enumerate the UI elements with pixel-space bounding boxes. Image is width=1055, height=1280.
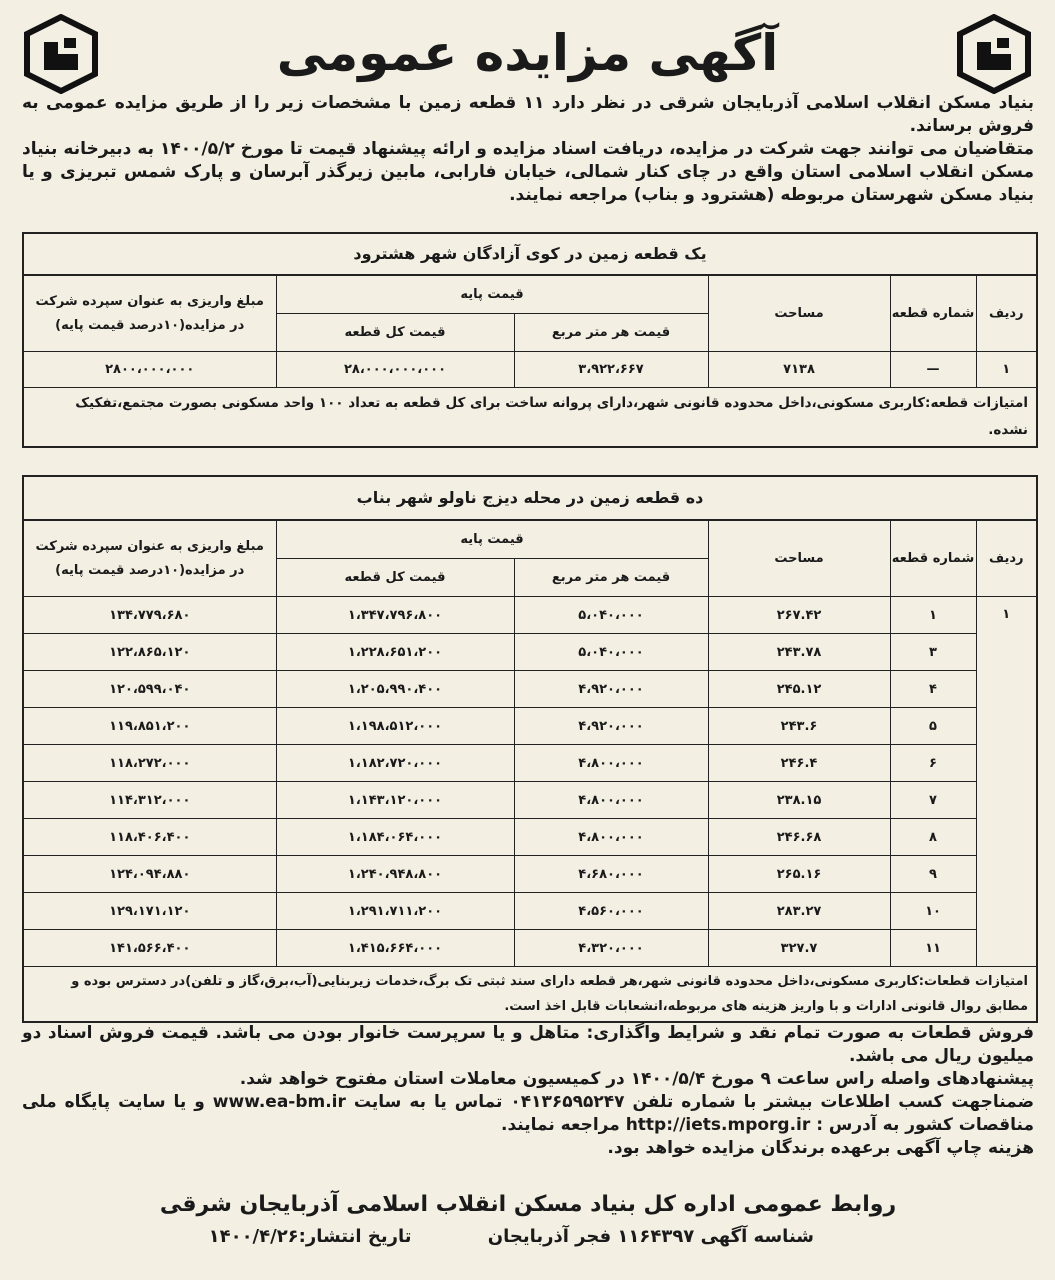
header-base-price: قیمت پایه: [276, 521, 708, 559]
cell-total-price: ۱،۲۰۵،۹۹۰،۴۰۰: [276, 671, 514, 708]
plot-features: امتیازات قطعه:کاربری مسکونی،داخل محدوده قانونی شهر،دارای پروانه ساخت برای کل قطعه به تعداد ۱۰۰ واحد مسکونی بصورت مجتمع،تفکیک نشده.: [75, 395, 1028, 438]
ad-header: [0, 0, 1055, 100]
header-row: ردیف: [976, 521, 1036, 597]
cell-total-price: ۲۸،۰۰۰،۰۰۰،۰۰۰: [276, 352, 514, 388]
table-title: یک قطعه زمین در کوی آزادگان شهر هشترود: [24, 234, 1036, 275]
cell-row: ۱: [976, 352, 1036, 388]
auction-table: [24, 520, 1036, 967]
cell-price-per-m2: ۴،۳۲۰،۰۰۰: [514, 930, 708, 967]
header-total-price: قیمت کل قطعه: [276, 314, 514, 352]
cell-area: ۲۴۶.۴: [708, 745, 890, 782]
intro-paragraph: متقاضیان می توانند جهت شرکت در مزایده، دریافت اسناد مزایده و ارائه پیشنهاد قیمت تا مورخ ۱۴۰۰/۵/۲ به دبیرخانه بنیاد مسکن انقلاب اسلامی استان واقع در چای کنار شمالی، خیابان فارابی، مابین زیرگذر آبرسان و پارک شمس تبریزی و یا بنیاد مسکن شهرستان مربوطه (هشترود و بناب) مراجعه نمایند.: [22, 139, 1034, 205]
cell-total-price: ۱،۱۹۸،۵۱۲،۰۰۰: [276, 708, 514, 745]
cell-total-price: ۱،۲۹۱،۷۱۱،۲۰۰: [276, 893, 514, 930]
cell-plot: ۸: [890, 819, 976, 856]
header-plot: شماره قطعه: [890, 276, 976, 352]
header-total-price: قیمت کل قطعه: [276, 559, 514, 597]
cell-plot: ۱۱: [890, 930, 976, 967]
cell-price-per-m2: ۵،۰۴۰،۰۰۰: [514, 634, 708, 671]
cell-area: ۷۱۳۸: [708, 352, 890, 388]
table-row: [24, 745, 1036, 782]
table-row: [24, 930, 1036, 967]
intro-text: [22, 92, 1034, 207]
cell-total-price: ۱،۱۸۴،۰۶۴،۰۰۰: [276, 819, 514, 856]
cell-deposit: ۱۱۸،۴۰۶،۴۰۰: [24, 819, 276, 856]
bonyad-maskan-logo-icon: [22, 14, 100, 94]
header-deposit: [24, 521, 276, 597]
cell-area: ۳۲۷.۷: [708, 930, 890, 967]
cell-plot: ۶: [890, 745, 976, 782]
table-row: [24, 352, 1036, 388]
publish-info: [22, 1226, 1034, 1247]
cell-area: ۲۴۳.۷۸: [708, 634, 890, 671]
plot-features: امتیازات قطعات:کاربری مسکونی،داخل محدوده قانونی شهر،هر قطعه دارای سند ثبتی تک برگ،خدمات زیربنایی(آب،برق،گاز و تلفن)در دسترس بوده و مطابق روال قانونی ادارات و با واریز هزینه های مربوطه،انشعابات قابل اخذ است.: [71, 974, 1028, 1014]
header-deposit: [24, 276, 276, 352]
header-plot: شماره قطعه: [890, 521, 976, 597]
cell-area: ۲۳۸.۱۵: [708, 782, 890, 819]
cell-price-per-m2: ۴،۹۲۰،۰۰۰: [514, 708, 708, 745]
table-row: [24, 708, 1036, 745]
cell-deposit: ۱۱۸،۲۷۲،۰۰۰: [24, 745, 276, 782]
table-row: [24, 819, 1036, 856]
footer-text: [22, 1022, 1034, 1160]
cell-price-per-m2: ۴،۶۸۰،۰۰۰: [514, 856, 708, 893]
cell-deposit: ۲۸۰۰،۰۰۰،۰۰۰: [24, 352, 276, 388]
cell-area: ۲۴۵.۱۲: [708, 671, 890, 708]
signature: روابط عمومی اداره کل بنیاد مسکن انقلاب اسلامی آذربایجان شرقی: [159, 1192, 897, 1217]
cell-price-per-m2: ۴،۸۰۰،۰۰۰: [514, 745, 708, 782]
publish-date: تاریخ انتشار:۱۴۰۰/۴/۲۶: [208, 1226, 412, 1247]
header-area: مساحت: [708, 521, 890, 597]
cell-plot: ۴: [890, 671, 976, 708]
table-row: [24, 634, 1036, 671]
cell-area: ۲۴۶.۶۸: [708, 819, 890, 856]
cell-deposit: ۱۲۲،۸۶۵،۱۲۰: [24, 634, 276, 671]
table-row: [24, 782, 1036, 819]
cell-total-price: ۱،۱۴۳،۱۲۰،۰۰۰: [276, 782, 514, 819]
cell-plot: ۱: [890, 597, 976, 634]
cell-price-per-m2: ۵،۰۴۰،۰۰۰: [514, 597, 708, 634]
cell-deposit: ۱۲۰،۵۹۹،۰۴۰: [24, 671, 276, 708]
table-row: [24, 856, 1036, 893]
auction-table: [24, 275, 1036, 388]
footer-paragraph: پیشنهادهای واصله راس ساعت ۹ مورخ ۱۴۰۰/۵/۴ در کمیسیون معاملات استان مفتوح خواهد شد.: [239, 1069, 1034, 1089]
table-row: [24, 671, 1036, 708]
cell-price-per-m2: ۴،۸۰۰،۰۰۰: [514, 819, 708, 856]
cell-plot: —: [890, 352, 976, 388]
cell-price-per-m2: ۴،۵۶۰،۰۰۰: [514, 893, 708, 930]
cell-deposit: ۱۲۹،۱۷۱،۱۲۰: [24, 893, 276, 930]
cell-deposit: ۱۱۴،۳۱۲،۰۰۰: [24, 782, 276, 819]
cell-price-per-m2: ۴،۹۲۰،۰۰۰: [514, 671, 708, 708]
table-row: [24, 893, 1036, 930]
header-deposit-line: مبلغ واریزی به عنوان سپرده شرکت: [35, 538, 264, 554]
header-base-price: قیمت پایه: [276, 276, 708, 314]
cell-area: ۲۴۳.۶: [708, 708, 890, 745]
table-title: ده قطعه زمین در محله دیزج ناولو شهر بناب: [24, 477, 1036, 520]
header-row: ردیف: [976, 276, 1036, 352]
cell-deposit: ۱۳۴،۷۷۹،۶۸۰: [24, 597, 276, 634]
footer-paragraph: فروش قطعات به صورت تمام نقد و شرایط واگذاری: متاهل و یا سرپرست خانوار بودن می باشد. قیمت فروش اسناد دو میلیون ریال می باشد.: [22, 1023, 1034, 1066]
cell-deposit: ۱۴۱،۵۶۶،۴۰۰: [24, 930, 276, 967]
cell-total-price: ۱،۲۲۸،۶۵۱،۲۰۰: [276, 634, 514, 671]
page-title: آگهی مزایده عمومی: [276, 24, 779, 82]
cell-area: ۲۶۵.۱۶: [708, 856, 890, 893]
cell-total-price: ۱،۲۴۰،۹۴۸،۸۰۰: [276, 856, 514, 893]
ad-id: شناسه آگهی ۱۱۶۴۳۹۷ فجر آذربایجان: [487, 1226, 814, 1247]
table-hashtrood: [22, 232, 1038, 448]
cell-area: ۲۸۳.۲۷: [708, 893, 890, 930]
cell-deposit: ۱۱۹،۸۵۱،۲۰۰: [24, 708, 276, 745]
cell-price-per-m2: ۴،۸۰۰،۰۰۰: [514, 782, 708, 819]
header-deposit-line: در مزایده(۱۰درصد قیمت پایه): [55, 317, 245, 333]
cell-total-price: ۱،۴۱۵،۶۶۴،۰۰۰: [276, 930, 514, 967]
cell-total-price: ۱،۱۸۲،۷۲۰،۰۰۰: [276, 745, 514, 782]
cell-price-per-m2: ۳،۹۲۲،۶۶۷: [514, 352, 708, 388]
header-price-per-m2: قیمت هر متر مربع: [514, 559, 708, 597]
cell-deposit: ۱۲۴،۰۹۴،۸۸۰: [24, 856, 276, 893]
cell-plot: ۵: [890, 708, 976, 745]
cell-total-price: ۱،۳۴۷،۷۹۶،۸۰۰: [276, 597, 514, 634]
cell-plot: ۹: [890, 856, 976, 893]
footer-paragraph: ضمناجهت کسب اطلاعات بیشتر با شماره تلفن ۰۴۱۳۶۵۹۵۲۴۷ تماس یا به سایت www.ea-bm.ir و یا سایت پایگاه ملی مناقصات کشور به آدرس : http://iets.mporg.ir مراجعه نمایند.: [22, 1092, 1034, 1135]
table-bonab: [22, 475, 1038, 1023]
cell-area: ۲۶۷.۴۲: [708, 597, 890, 634]
table-row: [24, 597, 1036, 634]
header-price-per-m2: قیمت هر متر مربع: [514, 314, 708, 352]
cell-row: ۱: [976, 597, 1036, 967]
header-deposit-line: مبلغ واریزی به عنوان سپرده شرکت: [35, 293, 264, 309]
bonyad-maskan-logo-icon: [955, 14, 1033, 94]
header-deposit-line: در مزایده(۱۰درصد قیمت پایه): [55, 562, 245, 578]
cell-plot: ۷: [890, 782, 976, 819]
header-area: مساحت: [708, 276, 890, 352]
cell-plot: ۱۰: [890, 893, 976, 930]
intro-paragraph: بنیاد مسکن انقلاب اسلامی آذربایجان شرقی در نظر دارد ۱۱ قطعه زمین با مشخصات زیر را از طریق مزایده عمومی به فروش برساند.: [22, 93, 1035, 136]
cell-plot: ۳: [890, 634, 976, 671]
footer-paragraph: هزینه چاپ آگهی برعهده برندگان مزایده خواهد بود.: [607, 1138, 1034, 1158]
